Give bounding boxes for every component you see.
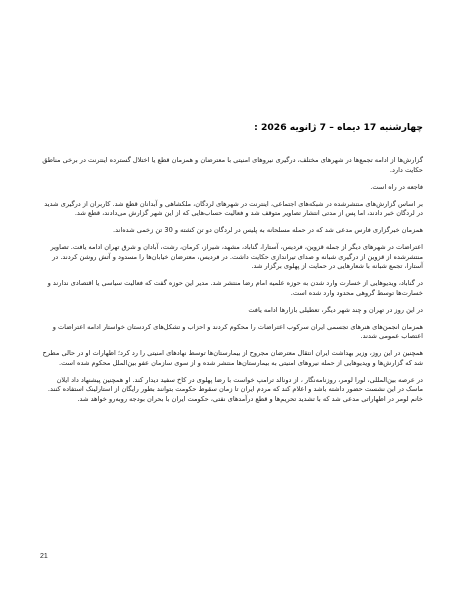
paragraph-international: در عرصه بین‌المللی، لورا لومر، روزنامه‌نگار ، از دونالد ترامپ خواست با رضا پهلوی در کاخ سفید دیدار کند. او همچنین پیشنهاد داد ایلان ماسک در این نشست حضور داشته باشد و اعلام کند که مردم ایران تا زمان سقوط حکومت بتوانند بطور رایگان از استارلینک استفاده کنند. خانم لومر در اظهاراتی مدعی شد که با تشدید تحریم‌ها و قطع درآمدهای نفتی، حکومت ایران با بحران بودجه روبه‌رو خواهد شد. bbox=[47, 375, 423, 403]
paragraph-internet-cut: بر اساس گزارش‌های منتشرشده در شبکه‌های اجتماعی، اینترنت در شهرهای لردگان، ملکشاهی و آبدانان قطع شد. کاربران از درگیری شدید در لردگان خبر دادند، اما پس از مدتی انتشار تصاویر متوقف شد و فعالیت حساب‌هایی که از این شهر گزارش می‌دادند، قطع شد. bbox=[44, 199, 423, 217]
paragraph-health-minister: همچنین در این روز، وزیر بهداشت ایران انتقال معترضان مجروح از بیمارستان‌ها توسط نهادهای امنیتی را رد کرد؛ اظهارات او در حالی مطرح شد که گزارش‌ها و ویدیوهایی از حمله نیروهای امنیتی به بیمارستان‌ها منتشر شده و از سوی سازمان عفو بین‌الملل محکوم شده است. bbox=[42, 349, 423, 367]
date-heading: چهارشنبه 17 دیماه – 7 ژانویه 2026 : bbox=[254, 122, 423, 133]
paragraph-protests-overview: گزارش‌ها از ادامه تجمع‌ها در شهرهای مختلف، درگیری نیروهای امنیتی با معترضان و همزمان قطع یا اختلال گسترده اینترنت در برخی مناطق حکایت دارد. bbox=[42, 156, 423, 174]
paragraph-associations: همزمان انجمن‌های هنرهای تجسمی ایران سرکوب اعتراضات را محکوم کردند و احزاب و تشکل‌های کردستان خواستار ادامه اعتراضات و اعتصاب عمومی شدند. bbox=[52, 322, 423, 340]
paragraph-gonabad: در گناباد، ویدیوهایی از خسارت وارد شدن به حوزه علمیه امام رضا منتشر شد. مدیر این حوزه گفت که فعالیت سیاسی یا اقتصادی ندارند و خسارت‌ها توسط گروهی محدود وارد شده است. bbox=[47, 279, 423, 297]
page-number: 21 bbox=[40, 553, 48, 560]
paragraph-disaster-warning: فاجعه در راه است. bbox=[370, 182, 423, 191]
document-body bbox=[40, 156, 423, 412]
paragraph-other-cities: اعتراضات در شهرهای دیگر از جمله قزوین، فردیس، آستارا، گناباد، مشهد، شیراز، کرمان، رشت، آبادان و شرق تهران ادامه یافت. تصاویر منتشرشده از قزوین از درگیری شبانه و صدای تیراندازی حکایت داشت. در فردیس، معترضان خیابان‌ها را مسدود و آتش روشن کردند. در آستارا، تجمع شبانه با شعارهایی در حمایت از پهلوی برگزار شد. bbox=[50, 243, 423, 270]
paragraph-fars-report: همزمان خبرگزاری فارس مدعی شد که در حمله مسلحانه به پلیس در لردگان دو تن کشته و 30 تن زخمی شده‌اند. bbox=[112, 226, 423, 234]
paragraph-bazaar-closure: در این روز در تهران و چند شهر دیگر، تعطیلی بازارها ادامه یافت bbox=[248, 305, 423, 314]
